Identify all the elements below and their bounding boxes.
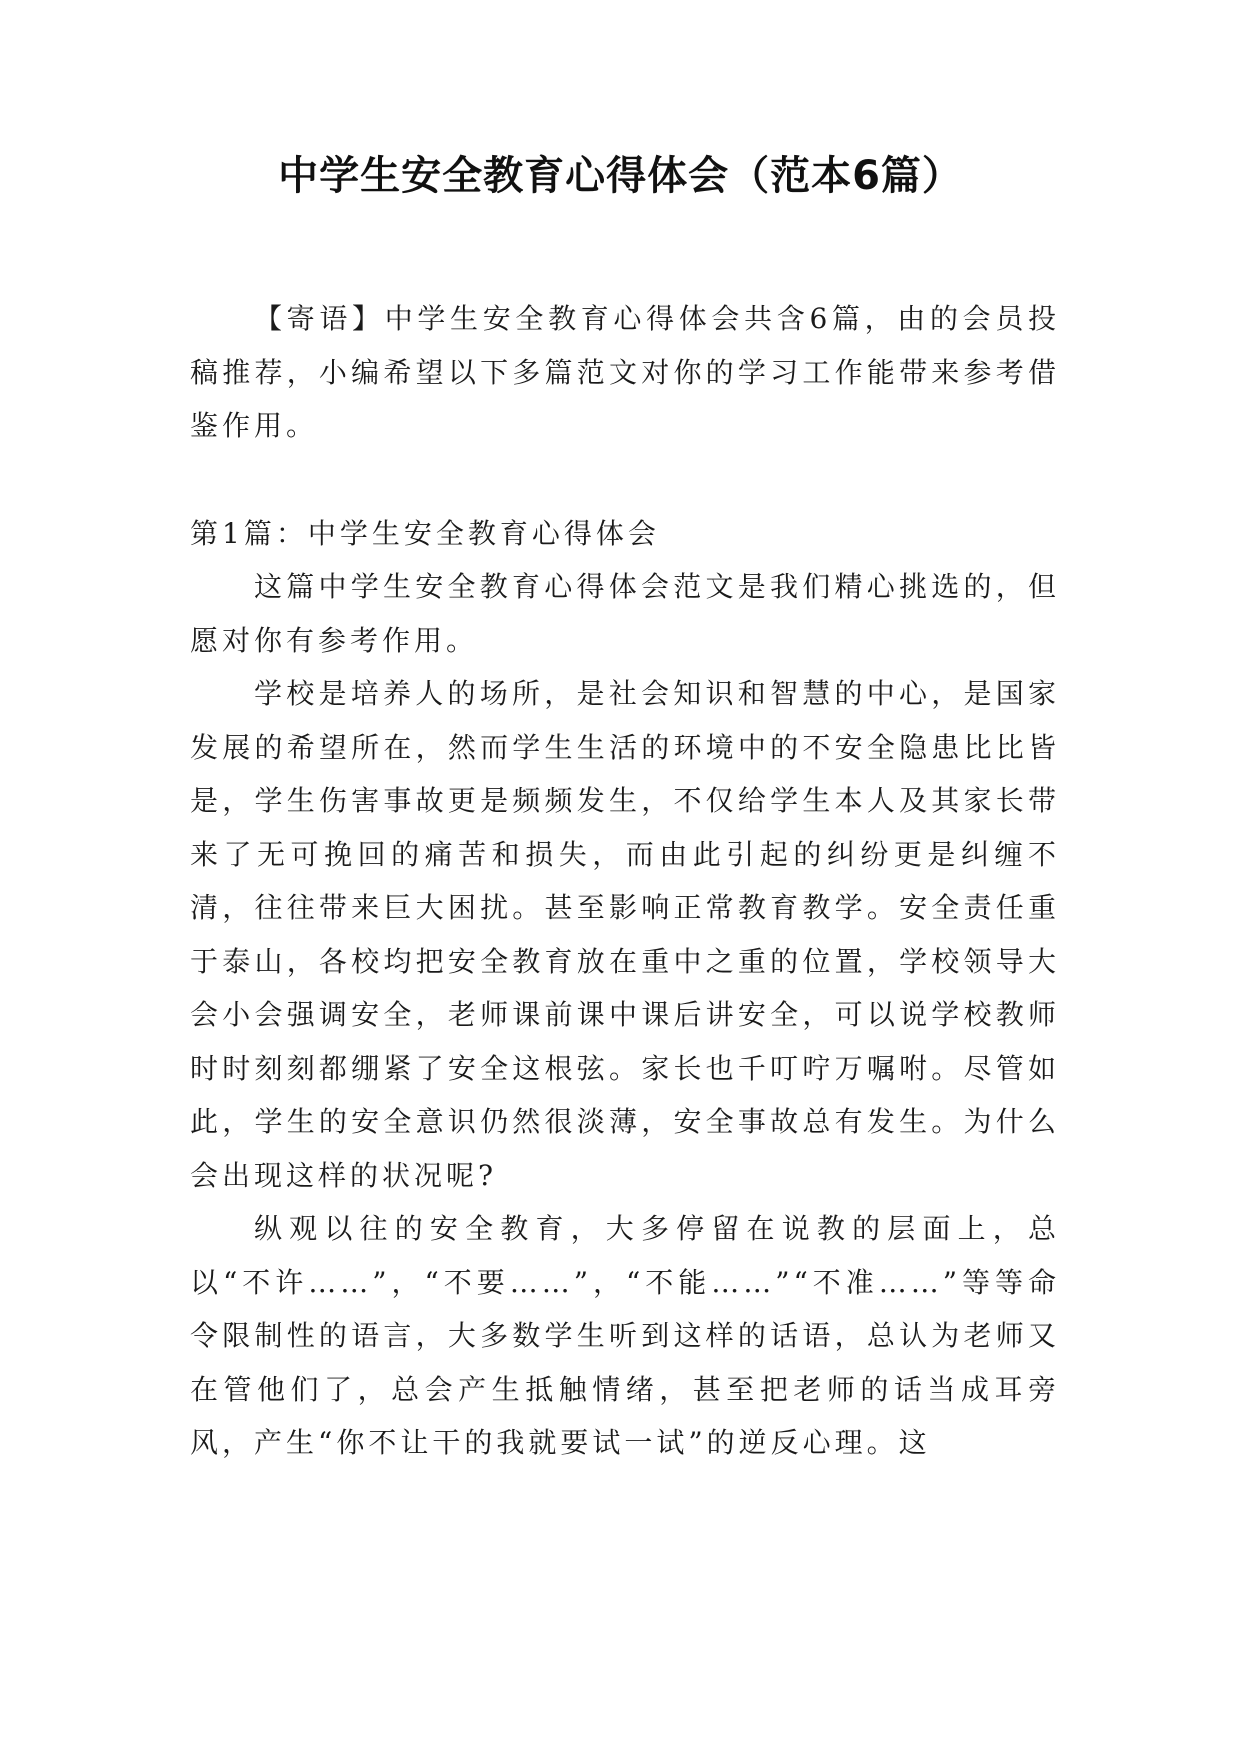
- intro-paragraph: 【寄语】中学生安全教育心得体会共含6篇，由的会员投稿推荐，小编希望以下多篇范文对你的学习工作能带来参考借鉴作用。: [190, 302, 1060, 442]
- paragraph-spacer: [190, 453, 1060, 507]
- document-title: 中学生安全教育心得体会（范本6篇）: [278, 153, 963, 199]
- body-paragraph-1: 这篇中学生安全教育心得体会范文是我们精心挑选的，但愿对你有参考作用。: [190, 570, 1060, 657]
- document-body: [190, 292, 1060, 1470]
- body-paragraph-3: 纵观以往的安全教育，大多停留在说教的层面上，总以“不许……”，“不要……”，“不能……”“不准……”等等命令限制性的语言，大多数学生听到这样的话语，总认为老师又在管他们了，总会产生抵触情绪，甚至把老师的话当成耳旁风，产生“你不让干的我就要试一试”的逆反心理。这: [190, 1212, 1060, 1459]
- body-paragraph-2: 学校是培养人的场所，是社会知识和智慧的中心，是国家发展的希望所在，然而学生生活的环境中的不安全隐患比比皆是，学生伤害事故更是频频发生，不仅给学生本人及其家长带来了无可挽回的痛苦和损失，而由此引起的纠纷更是纠缠不清，往往带来巨大困扰。甚至影响正常教育教学。安全责任重于泰山，各校均把安全教育放在重中之重的位置，学校领导大会小会强调安全，老师课前课中课后讲安全，可以说学校教师时时刻刻都绷紧了安全这根弦。家长也千叮咛万嘱咐。尽管如此，学生的安全意识仍然很淡薄，安全事故总有发生。为什么会出现这样的状况呢?: [190, 677, 1060, 1192]
- section-heading: 第1篇：中学生安全教育心得体会: [190, 516, 660, 550]
